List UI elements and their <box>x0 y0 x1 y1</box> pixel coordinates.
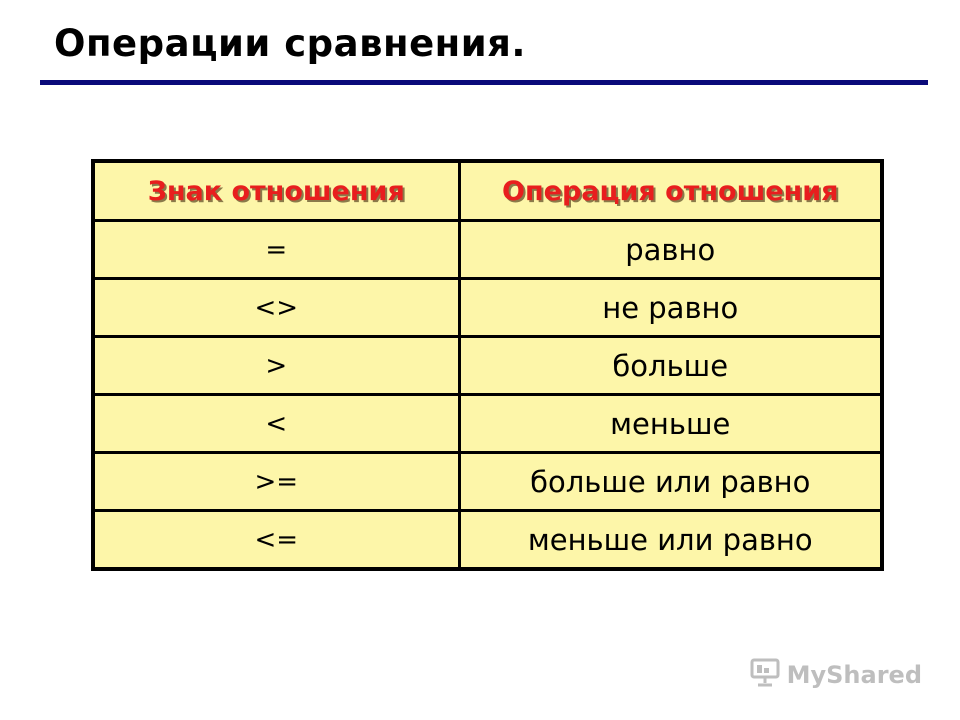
table-row <box>93 511 882 570</box>
operation-cell: больше или равно <box>459 453 882 511</box>
sign-cell: <> <box>93 279 459 337</box>
header-operation: Операция отношения <box>459 161 882 221</box>
table-header-row <box>93 161 882 221</box>
sign-cell: < <box>93 395 459 453</box>
slide-title: Операции сравнения. <box>54 22 526 65</box>
table-row <box>93 221 882 279</box>
table-row <box>93 337 882 395</box>
sign-cell: > <box>93 337 459 395</box>
comparison-operators-table <box>91 159 884 571</box>
watermark-text: MyShared <box>786 661 922 689</box>
table-row <box>93 395 882 453</box>
header-sign: Знак отношения <box>93 161 459 221</box>
sign-cell: = <box>93 221 459 279</box>
table-row <box>93 279 882 337</box>
operation-cell: меньше <box>459 395 882 453</box>
watermark <box>749 657 922 693</box>
operation-cell: не равно <box>459 279 882 337</box>
sign-cell: <= <box>93 511 459 570</box>
table-row <box>93 453 882 511</box>
operation-cell: меньше или равно <box>459 511 882 570</box>
operation-cell: больше <box>459 337 882 395</box>
operation-cell: равно <box>459 221 882 279</box>
sign-cell: >= <box>93 453 459 511</box>
title-underline <box>40 80 928 85</box>
presentation-board-icon <box>749 657 787 693</box>
